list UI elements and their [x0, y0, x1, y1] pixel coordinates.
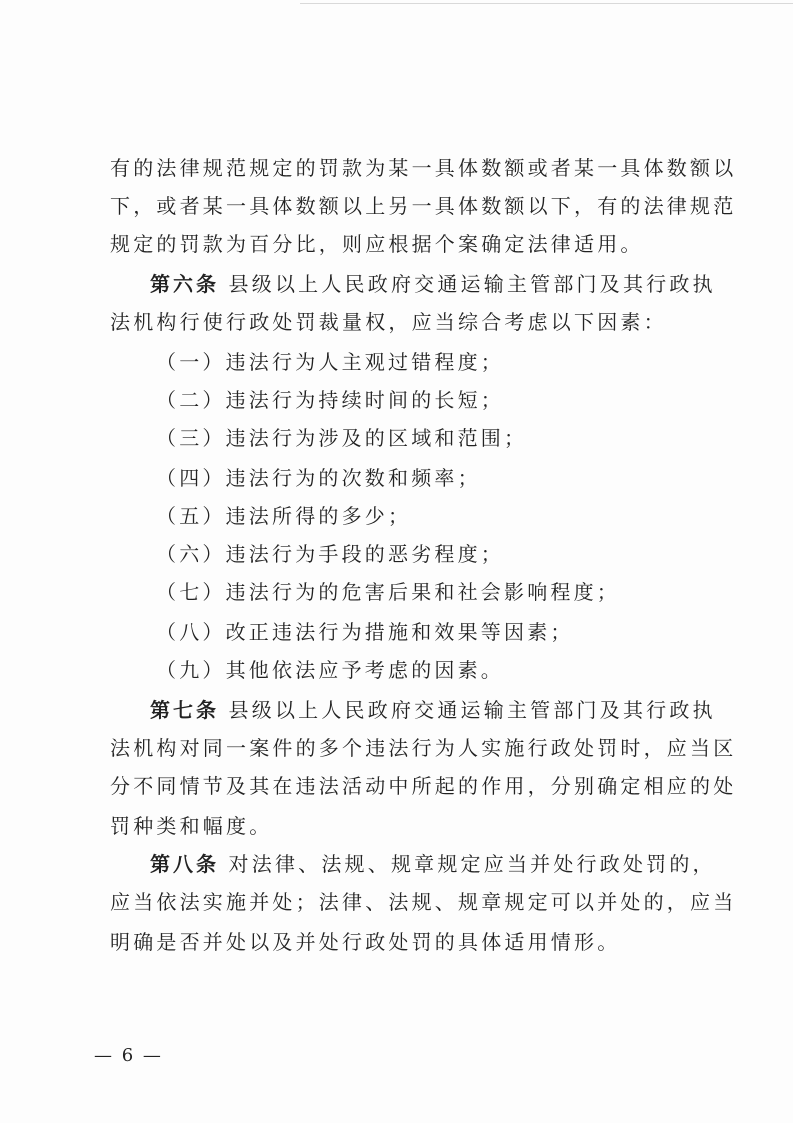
- list-item: （三）违法行为涉及的区域和范围；: [156, 426, 528, 450]
- article-7-first-line: [150, 692, 716, 728]
- text-line: 明确是否并处以及并处行政处罚的具体适用情形。: [110, 930, 621, 954]
- text-line: 法机构对同一案件的多个违法行为人实施行政处罚时，应当区: [110, 736, 737, 760]
- list-item: （二）违法行为持续时间的长短；: [156, 388, 504, 412]
- article-7-text: 县级以上人民政府交通运输主管部门及其行政执: [219, 698, 716, 722]
- page-number: — 6 —: [94, 1045, 163, 1066]
- list-item: （一）违法行为人主观过错程度；: [156, 350, 504, 374]
- list-item: （六）违法行为手段的恶劣程度；: [156, 542, 504, 566]
- article-6-first-line: [150, 266, 716, 302]
- article-7-heading: 第七条: [150, 698, 219, 722]
- text-line: 应当依法实施并处；法律、法规、规章规定可以并处的，应当: [110, 890, 737, 914]
- list-item: （四）违法行为的次数和频率；: [156, 466, 481, 490]
- article-8-first-line: [150, 846, 716, 882]
- text-line: 规定的罚款为百分比，则应根据个案确定法律适用。: [110, 232, 644, 256]
- list-item: （九）其他依法应予考虑的因素。: [156, 658, 504, 682]
- list-item: （五）违法所得的多少；: [156, 504, 412, 528]
- article-6-heading: 第六条: [150, 272, 219, 296]
- list-item: （七）违法行为的危害后果和社会影响程度；: [156, 580, 620, 604]
- list-item: （八）改正违法行为措施和效果等因素；: [156, 620, 574, 644]
- text-line: 分不同情节及其在违法活动中所起的作用，分别确定相应的处: [110, 774, 737, 798]
- article-8-heading: 第八条: [150, 852, 219, 876]
- scan-edge-line: [300, 3, 793, 4]
- text-line: 法机构行使行政处罚裁量权，应当综合考虑以下因素：: [110, 310, 667, 334]
- text-line: 罚种类和幅度。: [110, 814, 273, 838]
- article-6-text: 县级以上人民政府交通运输主管部门及其行政执: [219, 272, 716, 296]
- article-8-text: 对法律、法规、规章规定应当并处行政处罚的，: [219, 852, 716, 876]
- text-line: 下，或者某一具体数额以上另一具体数额以下，有的法律规范: [110, 194, 737, 218]
- text-line: 有的法律规范规定的罚款为某一具体数额或者某一具体数额以: [110, 156, 737, 180]
